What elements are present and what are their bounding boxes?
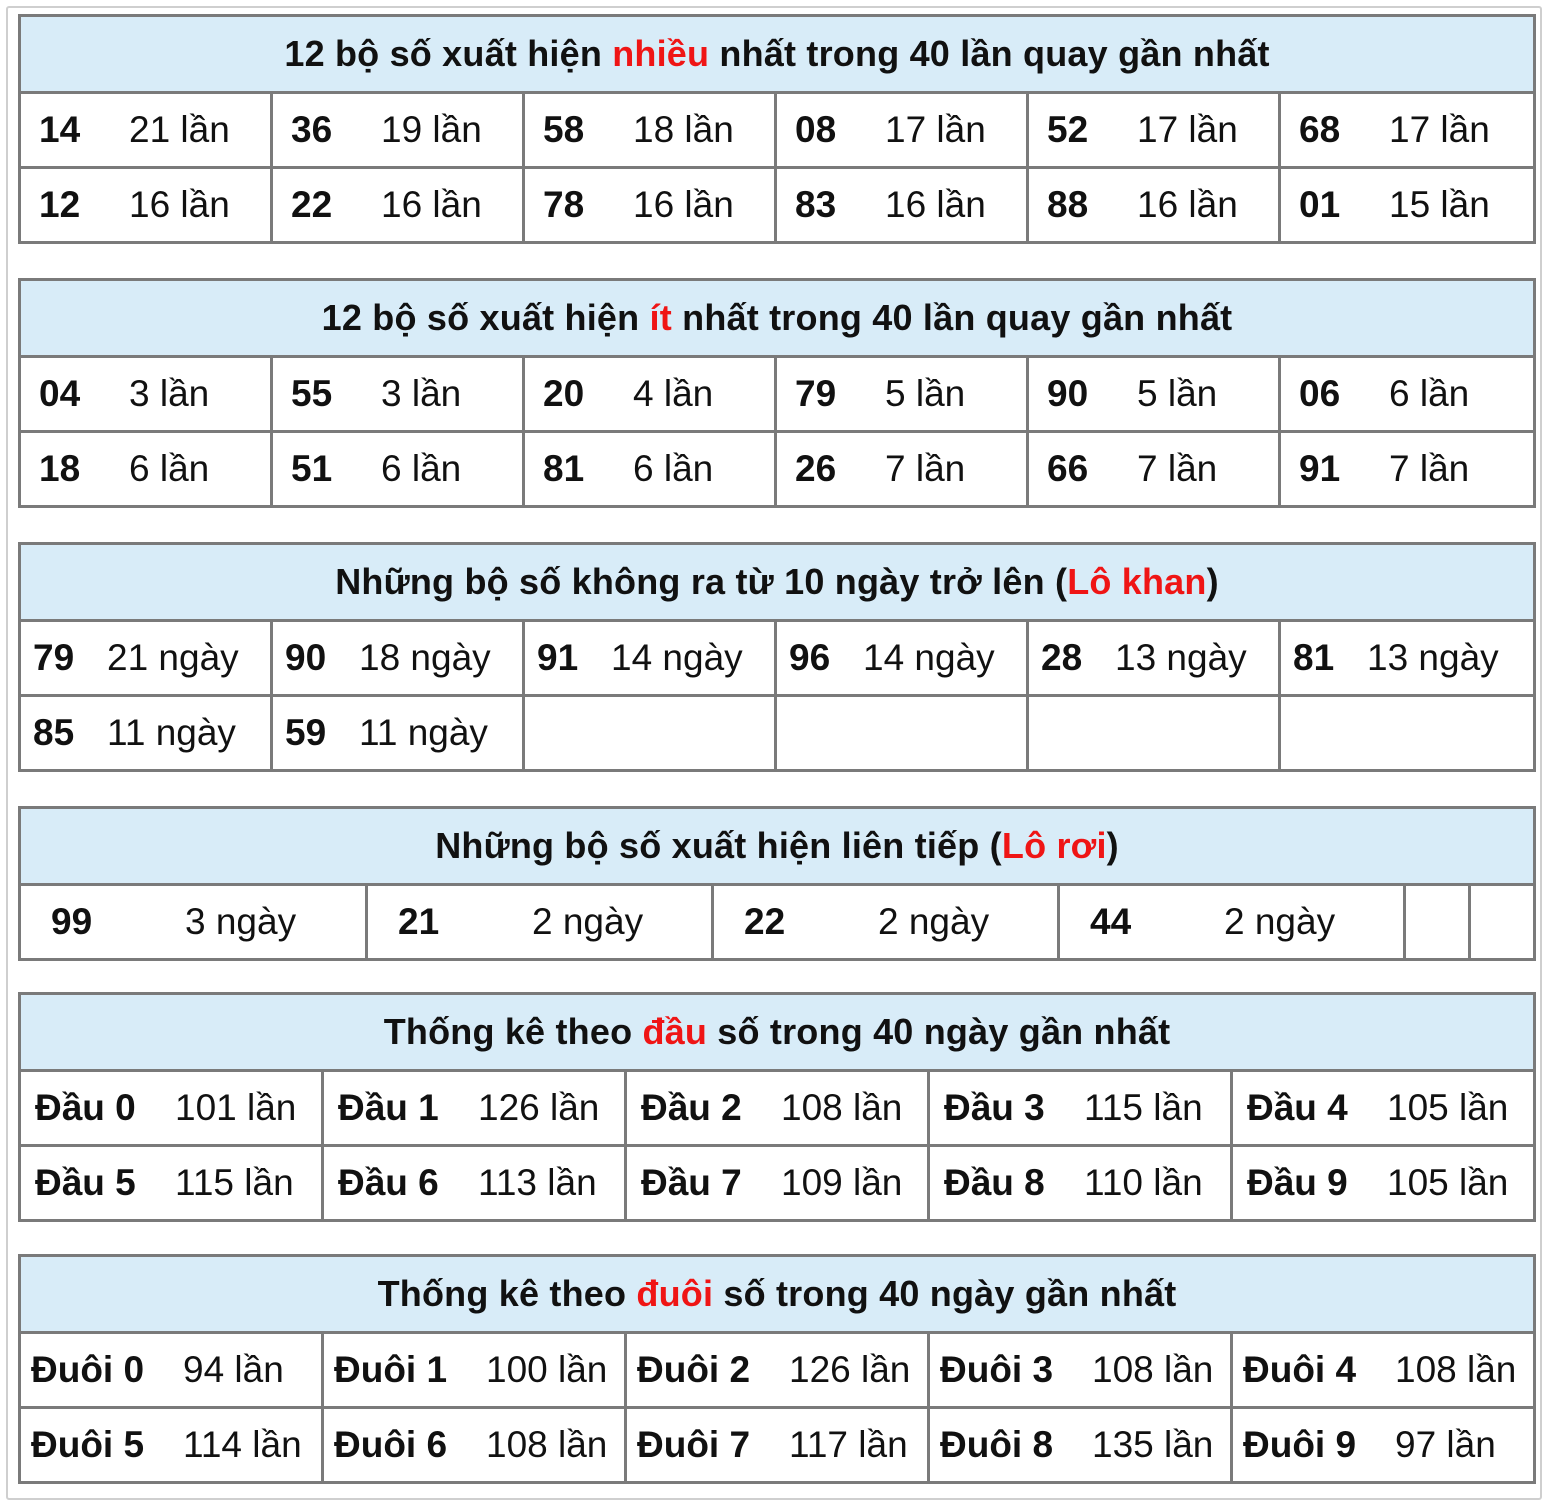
stat-cell bbox=[929, 1408, 1232, 1483]
number: Đuôi 0 bbox=[31, 1349, 145, 1390]
count: 101 lần bbox=[175, 1087, 297, 1128]
count: 110 lần bbox=[1084, 1162, 1203, 1203]
number: 20 bbox=[543, 373, 585, 414]
empty-cell bbox=[1280, 696, 1535, 771]
number: 90 bbox=[1047, 373, 1089, 414]
number: 44 bbox=[1090, 901, 1132, 942]
count: 14 ngày bbox=[611, 637, 743, 678]
stat-cell bbox=[776, 432, 1028, 507]
count: 3 lần bbox=[129, 373, 210, 414]
stat-cell bbox=[929, 1333, 1232, 1408]
count: 4 lần bbox=[633, 373, 714, 414]
stat-cell bbox=[524, 621, 776, 696]
table-row bbox=[20, 885, 1535, 960]
stat-cell bbox=[20, 621, 272, 696]
empty-cell bbox=[524, 696, 776, 771]
stat-cell bbox=[272, 357, 524, 432]
stat-cell bbox=[272, 696, 524, 771]
stat-cell bbox=[272, 168, 524, 243]
number: Đầu 7 bbox=[641, 1162, 742, 1203]
stat-cell bbox=[272, 621, 524, 696]
number: 59 bbox=[285, 712, 327, 753]
count: 7 lần bbox=[885, 448, 966, 489]
count: 18 lần bbox=[633, 109, 734, 150]
number: 88 bbox=[1047, 184, 1089, 225]
section-title: 12 bộ số xuất hiện ít nhất trong 40 lần quay gần nhất bbox=[20, 280, 1535, 357]
number: 68 bbox=[1299, 109, 1341, 150]
count: 16 lần bbox=[885, 184, 986, 225]
table-row bbox=[20, 696, 1535, 771]
number: Đầu 3 bbox=[944, 1087, 1045, 1128]
section-title: Thống kê theo đuôi số trong 40 ngày gần nhất bbox=[20, 1256, 1535, 1333]
stat-cell bbox=[1028, 93, 1280, 168]
stat-cell bbox=[776, 93, 1028, 168]
stat-cell bbox=[1028, 168, 1280, 243]
count: 6 lần bbox=[381, 448, 462, 489]
table-row bbox=[20, 621, 1535, 696]
number: Đầu 9 bbox=[1247, 1162, 1348, 1203]
number: Đuôi 5 bbox=[31, 1424, 145, 1465]
stat-cell bbox=[1028, 621, 1280, 696]
count: 16 lần bbox=[633, 184, 734, 225]
number: Đầu 5 bbox=[35, 1162, 136, 1203]
stat-cell bbox=[1280, 93, 1535, 168]
lo-khan-table bbox=[18, 542, 1536, 772]
count: 13 ngày bbox=[1367, 637, 1499, 678]
section-title: Những bộ số không ra từ 10 ngày trở lên (Lô khan) bbox=[20, 544, 1535, 621]
number: 12 bbox=[39, 184, 81, 225]
stat-cell bbox=[323, 1146, 626, 1221]
number: Đầu 8 bbox=[944, 1162, 1045, 1203]
lo-roi-table bbox=[18, 806, 1536, 961]
stat-cell bbox=[776, 357, 1028, 432]
count: 94 lần bbox=[183, 1349, 284, 1390]
stat-cell bbox=[776, 168, 1028, 243]
count: 11 ngày bbox=[359, 712, 488, 753]
count: 6 lần bbox=[633, 448, 714, 489]
number: Đầu 2 bbox=[641, 1087, 742, 1128]
count: 105 lần bbox=[1387, 1162, 1509, 1203]
number: 04 bbox=[39, 373, 81, 414]
stat-cell bbox=[524, 357, 776, 432]
count: 100 lần bbox=[486, 1349, 608, 1390]
number: 36 bbox=[291, 109, 333, 150]
count: 109 lần bbox=[781, 1162, 903, 1203]
stat-cell bbox=[1059, 885, 1405, 960]
least-frequent-table bbox=[18, 278, 1536, 508]
stat-cell bbox=[626, 1071, 929, 1146]
empty-cell bbox=[1405, 885, 1470, 960]
stat-cell bbox=[20, 168, 272, 243]
number: 79 bbox=[795, 373, 837, 414]
count: 7 lần bbox=[1137, 448, 1218, 489]
stat-cell bbox=[20, 1408, 323, 1483]
number: 78 bbox=[543, 184, 585, 225]
stat-cell bbox=[1232, 1408, 1535, 1483]
count: 16 lần bbox=[1137, 184, 1238, 225]
count: 126 lần bbox=[789, 1349, 911, 1390]
table-row bbox=[20, 168, 1535, 243]
stat-cell bbox=[929, 1071, 1232, 1146]
number: 28 bbox=[1041, 637, 1083, 678]
stat-cell bbox=[1028, 357, 1280, 432]
number: 90 bbox=[285, 637, 327, 678]
stat-cell bbox=[626, 1146, 929, 1221]
number: Đuôi 9 bbox=[1243, 1424, 1357, 1465]
duoi-stats-table bbox=[18, 1254, 1536, 1484]
stat-cell bbox=[20, 1071, 323, 1146]
dau-stats-table bbox=[18, 992, 1536, 1222]
stat-cell bbox=[20, 93, 272, 168]
count: 108 lần bbox=[1092, 1349, 1214, 1390]
count: 17 lần bbox=[885, 109, 986, 150]
stat-cell bbox=[20, 432, 272, 507]
count: 108 lần bbox=[781, 1087, 903, 1128]
count: 11 ngày bbox=[107, 712, 236, 753]
number: 26 bbox=[795, 448, 837, 489]
count: 108 lần bbox=[486, 1424, 608, 1465]
number: Đầu 1 bbox=[338, 1087, 439, 1128]
number: 66 bbox=[1047, 448, 1089, 489]
stat-cell bbox=[367, 885, 713, 960]
number: 01 bbox=[1299, 184, 1341, 225]
stat-cell bbox=[20, 357, 272, 432]
stat-cell bbox=[1280, 357, 1535, 432]
number: 51 bbox=[291, 448, 333, 489]
count: 21 lần bbox=[129, 109, 230, 150]
count: 19 lần bbox=[381, 109, 482, 150]
stat-cell bbox=[323, 1333, 626, 1408]
count: 3 lần bbox=[381, 373, 462, 414]
count: 113 lần bbox=[478, 1162, 597, 1203]
count: 2 ngày bbox=[878, 901, 990, 942]
stat-cell bbox=[776, 621, 1028, 696]
count: 17 lần bbox=[1389, 109, 1490, 150]
number: 21 bbox=[398, 901, 440, 942]
count: 5 lần bbox=[1137, 373, 1218, 414]
number: 18 bbox=[39, 448, 81, 489]
number: Đuôi 8 bbox=[940, 1424, 1054, 1465]
count: 17 lần bbox=[1137, 109, 1238, 150]
stat-cell bbox=[1232, 1146, 1535, 1221]
count: 16 lần bbox=[129, 184, 230, 225]
count: 117 lần bbox=[789, 1424, 908, 1465]
stat-cell bbox=[1028, 432, 1280, 507]
stat-cell bbox=[1280, 168, 1535, 243]
table-row bbox=[20, 432, 1535, 507]
number: 96 bbox=[789, 637, 831, 678]
count: 105 lần bbox=[1387, 1087, 1509, 1128]
stat-cell bbox=[626, 1333, 929, 1408]
number: 83 bbox=[795, 184, 837, 225]
number: 06 bbox=[1299, 373, 1341, 414]
stat-cell bbox=[272, 93, 524, 168]
count: 108 lần bbox=[1395, 1349, 1517, 1390]
stat-cell bbox=[713, 885, 1059, 960]
count: 14 ngày bbox=[863, 637, 995, 678]
stat-cell bbox=[272, 432, 524, 507]
stat-cell bbox=[929, 1146, 1232, 1221]
empty-cell bbox=[1470, 885, 1535, 960]
number: 58 bbox=[543, 109, 585, 150]
stat-cell bbox=[1232, 1071, 1535, 1146]
number: 55 bbox=[291, 373, 333, 414]
count: 114 lần bbox=[183, 1424, 302, 1465]
count: 5 lần bbox=[885, 373, 966, 414]
table-row bbox=[20, 1333, 1535, 1408]
number: Đầu 4 bbox=[1247, 1087, 1348, 1128]
number: 22 bbox=[744, 901, 786, 942]
number: 52 bbox=[1047, 109, 1089, 150]
number: Đuôi 1 bbox=[334, 1349, 448, 1390]
count: 115 lần bbox=[175, 1162, 294, 1203]
count: 135 lần bbox=[1092, 1424, 1214, 1465]
number: 14 bbox=[39, 109, 81, 150]
stat-cell bbox=[524, 168, 776, 243]
stat-cell bbox=[323, 1071, 626, 1146]
empty-cell bbox=[776, 696, 1028, 771]
count: 97 lần bbox=[1395, 1424, 1496, 1465]
empty-cell bbox=[1028, 696, 1280, 771]
stat-cell bbox=[1232, 1333, 1535, 1408]
number: Đuôi 3 bbox=[940, 1349, 1054, 1390]
number: 91 bbox=[537, 637, 579, 678]
number: Đuôi 2 bbox=[637, 1349, 751, 1390]
count: 3 ngày bbox=[185, 901, 297, 942]
number: 81 bbox=[543, 448, 585, 489]
count: 18 ngày bbox=[359, 637, 491, 678]
number: 91 bbox=[1299, 448, 1341, 489]
number: Đầu 0 bbox=[35, 1087, 136, 1128]
count: 2 ngày bbox=[1224, 901, 1336, 942]
table-row bbox=[20, 1408, 1535, 1483]
table-row bbox=[20, 1071, 1535, 1146]
number: 81 bbox=[1293, 637, 1335, 678]
number: Đuôi 7 bbox=[637, 1424, 751, 1465]
count: 7 lần bbox=[1389, 448, 1470, 489]
stat-cell bbox=[1280, 432, 1535, 507]
section-title: Những bộ số xuất hiện liên tiếp (Lô rơi) bbox=[20, 808, 1535, 885]
stat-cell bbox=[20, 885, 367, 960]
number: 22 bbox=[291, 184, 333, 225]
stat-cell bbox=[524, 432, 776, 507]
stat-cell bbox=[626, 1408, 929, 1483]
count: 21 ngày bbox=[107, 637, 239, 678]
number: 08 bbox=[795, 109, 837, 150]
count: 6 lần bbox=[129, 448, 210, 489]
stat-cell bbox=[1280, 621, 1535, 696]
count: 2 ngày bbox=[532, 901, 644, 942]
stat-cell bbox=[20, 1333, 323, 1408]
count: 15 lần bbox=[1389, 184, 1490, 225]
number: Đuôi 4 bbox=[1243, 1349, 1357, 1390]
count: 126 lần bbox=[478, 1087, 600, 1128]
table-row bbox=[20, 1146, 1535, 1221]
number: Đầu 6 bbox=[338, 1162, 439, 1203]
count: 13 ngày bbox=[1115, 637, 1247, 678]
number: Đuôi 6 bbox=[334, 1424, 448, 1465]
number: 85 bbox=[33, 712, 75, 753]
most-frequent-table bbox=[18, 14, 1536, 244]
section-title: Thống kê theo đầu số trong 40 ngày gần nhất bbox=[20, 994, 1535, 1071]
stat-cell bbox=[524, 93, 776, 168]
count: 6 lần bbox=[1389, 373, 1470, 414]
table-row bbox=[20, 357, 1535, 432]
number: 79 bbox=[33, 637, 75, 678]
stat-cell bbox=[323, 1408, 626, 1483]
count: 16 lần bbox=[381, 184, 482, 225]
table-row bbox=[20, 93, 1535, 168]
number: 99 bbox=[51, 901, 93, 942]
count: 115 lần bbox=[1084, 1087, 1203, 1128]
stat-cell bbox=[20, 696, 272, 771]
section-title: 12 bộ số xuất hiện nhiều nhất trong 40 lần quay gần nhất bbox=[20, 16, 1535, 93]
stat-cell bbox=[20, 1146, 323, 1221]
